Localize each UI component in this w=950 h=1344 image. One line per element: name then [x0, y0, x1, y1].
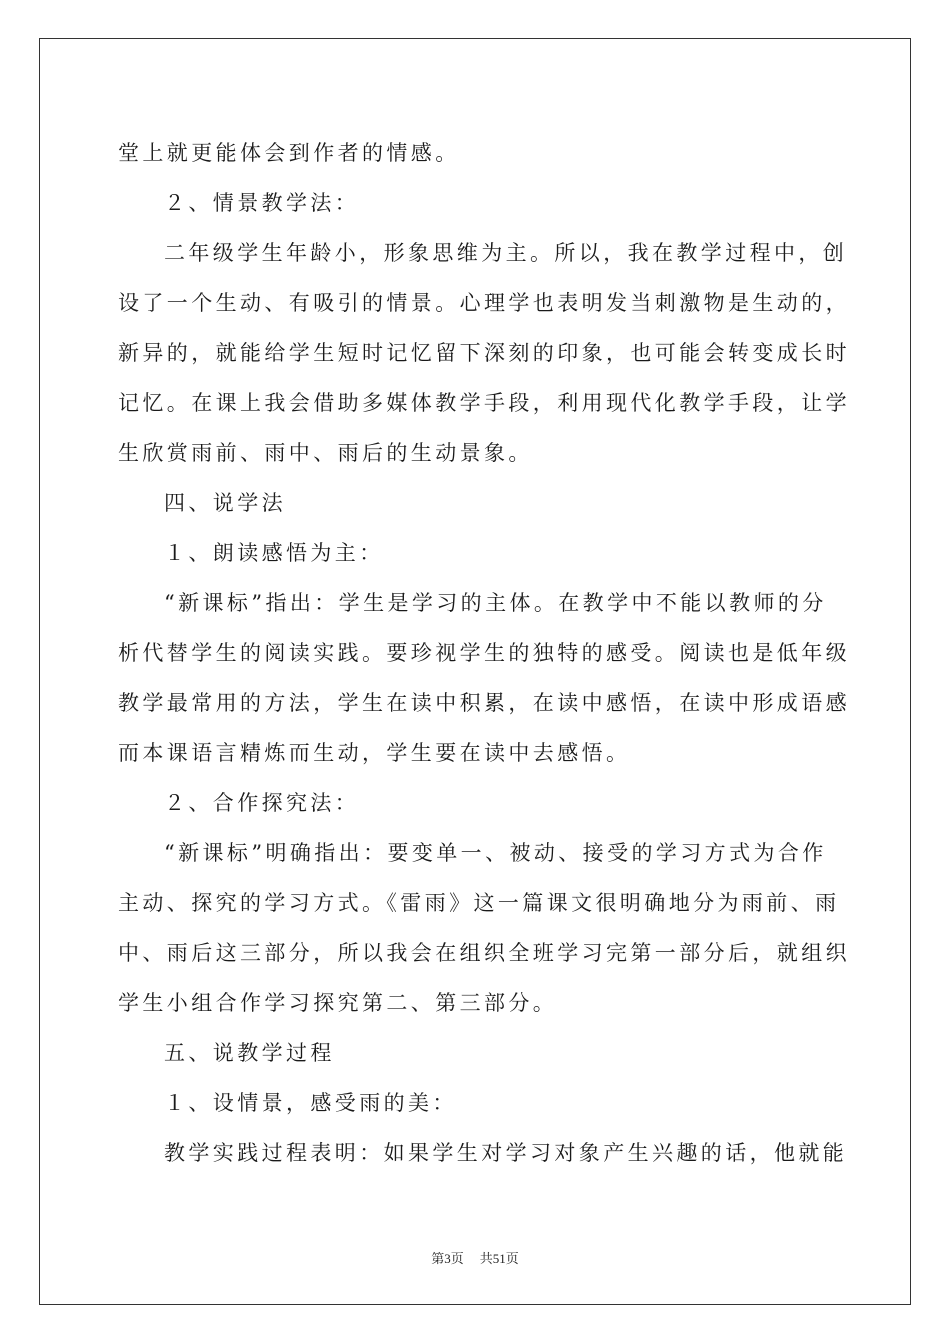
text-line: 四、说学法: [164, 491, 286, 515]
text-line: 析代替学生的阅读实践。要珍视学生的独特的感受。阅读也是低年级: [118, 641, 850, 665]
text-line: “新课标”明确指出：要变单一、被动、接受的学习方式为合作: [164, 841, 827, 865]
text-line: 生欣赏雨前、雨中、雨后的生动景象。: [118, 441, 533, 465]
text-line: “新课标”指出：学生是学习的主体。在教学中不能以教师的分: [164, 591, 827, 615]
text-line: 主动、探究的学习方式。《雷雨》这一篇课文很明确地分为雨前、雨: [118, 891, 840, 915]
text-line: 五、说教学过程: [164, 1041, 335, 1065]
text-line: 中、雨后这三部分，所以我会在组织全班学习完第一部分后，就组织: [118, 941, 850, 965]
page-footer: [0, 1248, 950, 1267]
text-line: １、朗读感悟为主：: [164, 541, 384, 565]
text-line: ２、合作探究法：: [164, 791, 360, 815]
text-line: 学生小组合作学习探究第二、第三部分。: [118, 991, 558, 1015]
text-line: 教学最常用的方法，学生在读中积累，在读中感悟，在读中形成语感: [118, 691, 850, 715]
text-line: 而本课语言精炼而生动，学生要在读中去感悟。: [118, 741, 631, 765]
text-line: 记忆。在课上我会借助多媒体教学手段，利用现代化教学手段，让学: [118, 391, 850, 415]
text-line: １、设情景，感受雨的美：: [164, 1091, 457, 1115]
text-line: 二年级学生年龄小，形象思维为主。所以，我在教学过程中，创: [164, 241, 848, 265]
total-pages-label: 共51页: [479, 1251, 519, 1266]
text-line: 教学实践过程表明：如果学生对学习对象产生兴趣的话，他就能: [164, 1141, 848, 1165]
text-line: 新异的，就能给学生短时记忆留下深刻的印象，也可能会转变成长时: [118, 341, 850, 365]
document-body: [118, 128, 850, 1178]
text-line: 设了一个生动、有吸引的情景。心理学也表明发当刺激物是生动的，: [118, 291, 850, 315]
text-line: 堂上就更能体会到作者的情感。: [118, 141, 460, 165]
text-line: ２、情景教学法：: [164, 191, 360, 215]
current-page-label: 第3页: [431, 1251, 464, 1266]
